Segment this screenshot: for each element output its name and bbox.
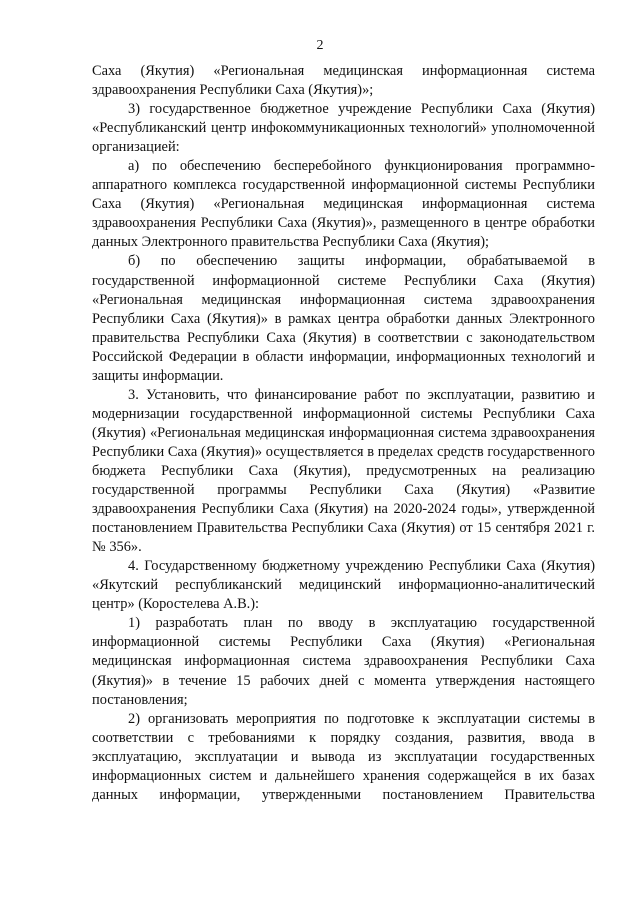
paragraph-clause-4-institution: 4. Государственному бюджетному учреждению Республики Саха (Якутия) «Якутский республиканский медицинский информационно-аналитический центр» (Коростелева А.В.): — [92, 558, 595, 613]
paragraph-continuation: Саха (Якутия) «Региональная медицинская информационная система здравоохранения Республики Саха (Якутия)»; — [92, 63, 595, 99]
document-body — [92, 62, 595, 805]
page-number: 2 — [316, 38, 324, 53]
paragraph-item-3-organization: 3) государственное бюджетное учреждение Республики Саха (Якутия) «Республиканский центр инфокоммуникационных технологий» уполномоченной организацией: — [92, 101, 595, 156]
paragraph-subitem-b: б) по обеспечению защиты информации, обрабатываемой в государственной информационной системе Республики Саха (Якутия) «Региональная медицинская информационная система здравоохранения Республики Саха (Якутия)» в рамках центра обработки данных Электронного правительства Республики Саха (Якутия) в соответствии с законодательством Российской Федерации в области информации, информационных технологий и защиты информации. — [92, 253, 595, 384]
paragraph-subitem-a: а) по обеспечению бесперебойного функционирования программно-аппаратного комплекса государственной информационной системы Республики Саха (Якутия) «Региональная медицинская информационная система здравоохранения Республики Саха (Якутия)», размещенного в центре обработки данных Электронного правительства Республики Саха (Якутия); — [92, 158, 595, 251]
paragraph-clause-3-financing: 3. Установить, что финансирование работ по эксплуатации, развитию и модернизации государственной информационной системы Республики Саха (Якутия) «Региональная медицинская информационная система здравоохранения Республики Саха (Якутия)» осуществляется в пределах средств государственного бюджета Республики Саха (Якутия), предусмотренных на реализацию государственной программы Республики Саха (Якутия) «Развитие здравоохранения Республики Саха (Якутия) на 2020-2024 годы», утвержденной постановлением Правительства Республики Саха (Якутия) от 15 сентября 2021 г. № 356». — [92, 386, 595, 556]
paragraph-task-2-measures: 2) организовать мероприятия по подготовке к эксплуатации системы в соответствии с требованиями к порядку создания, развития, ввода в эксплуатацию, эксплуатации и вывода из эксплуатации государственных информационных систем и дальнейшего хранения содержащейся в их базах данных информации, утвержденными постановлением Правительства — [92, 710, 595, 803]
paragraph-task-1-plan: 1) разработать план по вводу в эксплуатацию государственной информационной системы Республики Саха (Якутия) «Региональная медицинская информационная система здравоохранения Республики Саха (Якутия)» в течение 15 рабочих дней с момента утверждения настоящего постановления; — [92, 615, 595, 708]
